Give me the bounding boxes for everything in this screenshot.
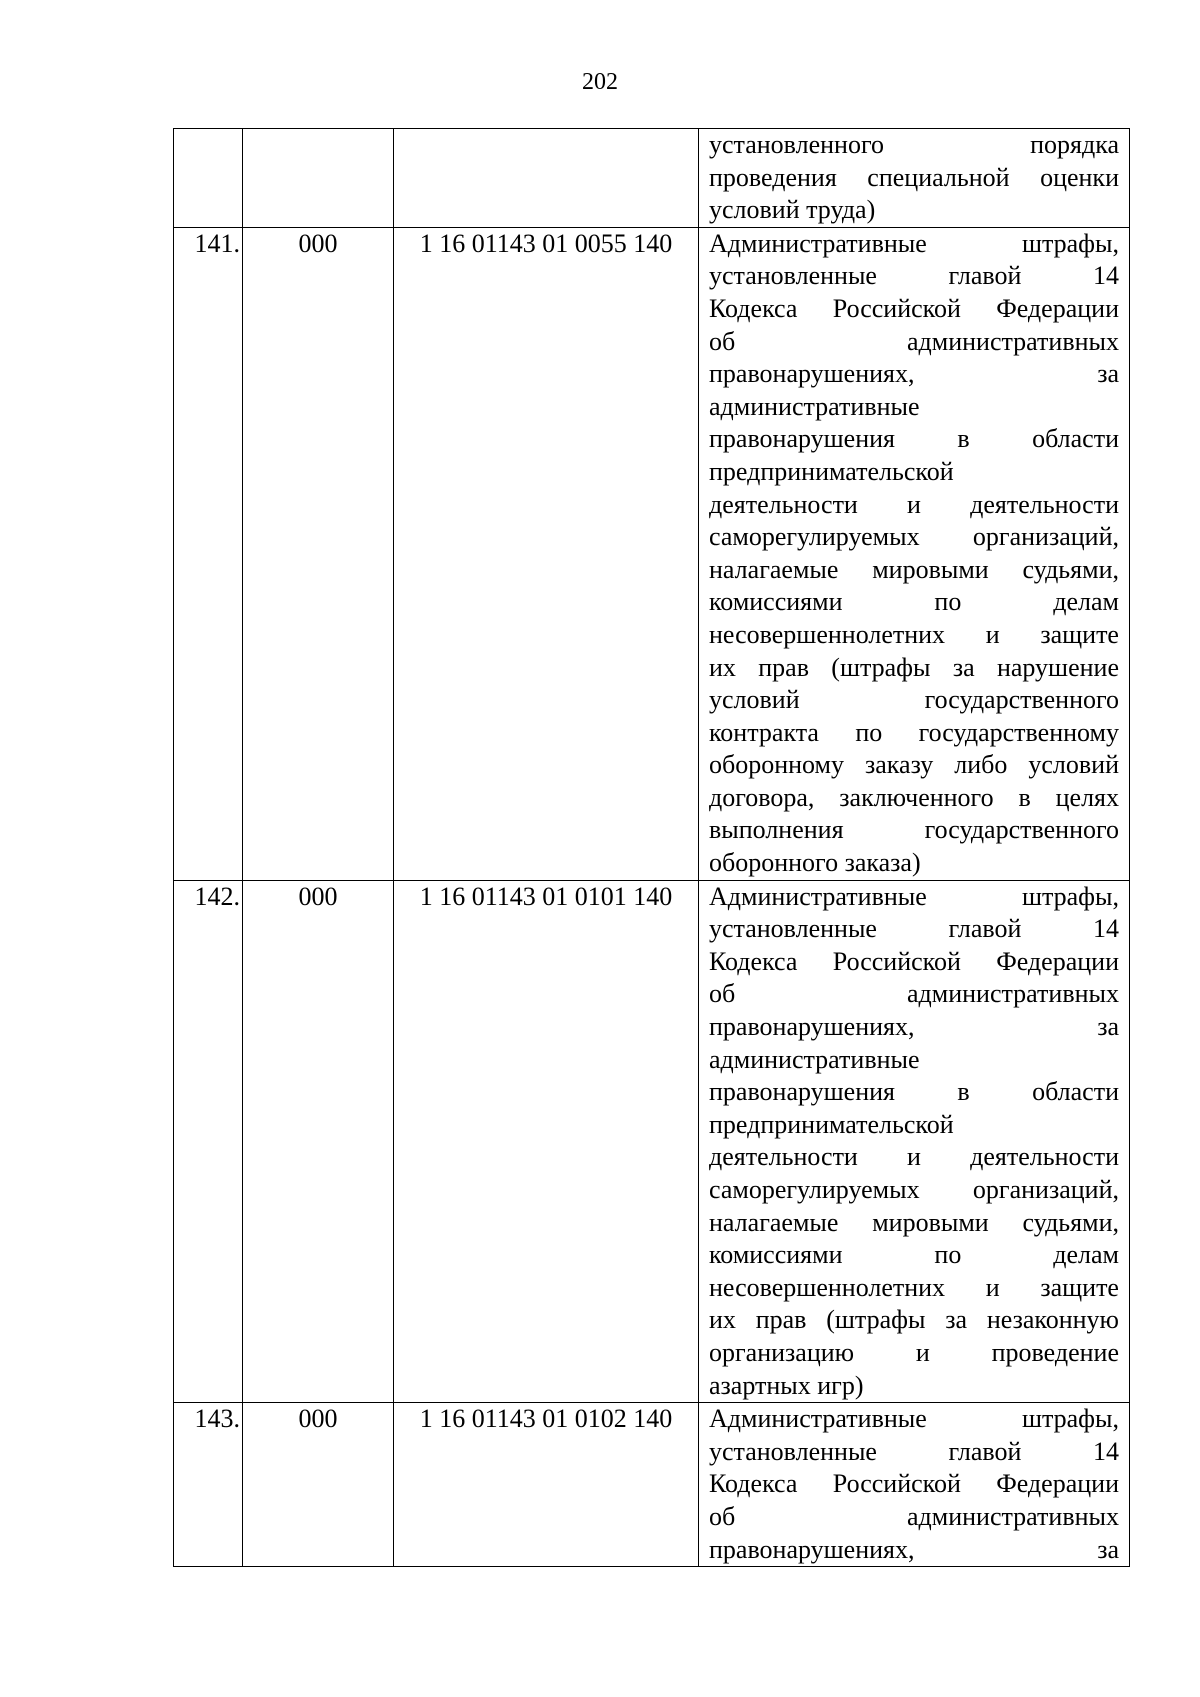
description-cell <box>699 880 1130 1403</box>
description-word: штрафы, <box>1021 228 1119 258</box>
description-word: комиссиями <box>709 587 843 617</box>
description-word: по <box>934 587 962 617</box>
description-line <box>709 391 1119 424</box>
description-line <box>709 1141 1119 1174</box>
budget-codes-table <box>173 128 1130 1567</box>
description-word: Федерации <box>996 293 1119 323</box>
description-line <box>709 260 1119 293</box>
admin-code-cell: 000 <box>243 880 394 1403</box>
description-word: Российской <box>832 1469 961 1499</box>
description-word: и <box>985 1272 1000 1302</box>
description-line <box>709 423 1119 456</box>
description-word: Административные <box>709 881 927 911</box>
description-line <box>709 684 1119 717</box>
description-word: в <box>957 1077 970 1107</box>
description-word: административных <box>907 1501 1119 1531</box>
description-line <box>709 1207 1119 1240</box>
description-line <box>709 162 1119 195</box>
description-word: саморегулируемых <box>709 522 920 552</box>
description-word: за <box>1097 1534 1119 1564</box>
description-word: и <box>985 619 1000 649</box>
description-line <box>709 194 1119 227</box>
description-line <box>709 1468 1119 1501</box>
description-word: за <box>1097 1012 1119 1042</box>
table-body <box>174 129 1130 1567</box>
description-cell <box>699 129 1130 228</box>
description-word: (штрафы <box>831 652 931 682</box>
description-line <box>709 1272 1119 1305</box>
description-word: проведения <box>709 162 837 192</box>
description-line <box>709 913 1119 946</box>
description-word: установленные <box>709 914 877 944</box>
description-word: государственного <box>924 815 1119 845</box>
description-word: делам <box>1053 1240 1119 1270</box>
description-word: и <box>915 1337 930 1367</box>
description-cell <box>699 1403 1130 1567</box>
admin-code-cell: 000 <box>243 1403 394 1567</box>
kbk-code-cell: 1 16 01143 01 0101 140 <box>394 880 699 1403</box>
description-word: по <box>934 1240 962 1270</box>
description-line <box>709 1436 1119 1469</box>
description-word: судьями, <box>1022 1207 1119 1237</box>
description-cell <box>699 227 1130 880</box>
description-word: Кодекса <box>709 1469 798 1499</box>
description-line <box>709 1501 1119 1534</box>
description-word: правонарушениях, <box>709 1534 915 1564</box>
description-word: установленные <box>709 261 877 291</box>
description-word: установленного <box>709 130 884 159</box>
description-word: за <box>945 1305 968 1335</box>
description-word: мировыми <box>872 554 989 584</box>
description-line <box>709 129 1119 162</box>
description-word: Кодекса <box>709 293 798 323</box>
description-line <box>709 881 1119 914</box>
description-word: правонарушениях, <box>709 1012 915 1042</box>
description-word: области <box>1032 1077 1119 1107</box>
admin-code-cell <box>243 129 394 228</box>
description-word: Федерации <box>996 1469 1119 1499</box>
description-line <box>709 1011 1119 1044</box>
description-word: по <box>855 717 883 747</box>
row-number-cell <box>174 129 243 228</box>
row-number-cell: 143. <box>174 1403 243 1567</box>
description-word: прав <box>755 1305 807 1335</box>
description-word: штрафы, <box>1021 881 1119 911</box>
row-number-cell: 141. <box>174 227 243 880</box>
description-line <box>709 847 1119 880</box>
description-line <box>709 1044 1119 1077</box>
description-word: незаконную <box>986 1305 1119 1335</box>
description-word: деятельности <box>709 489 858 519</box>
description-word: азартных игр) <box>709 1370 864 1400</box>
description-word: государственного <box>924 685 1119 715</box>
description-word: организаций, <box>972 522 1119 552</box>
description-word: 14 <box>1093 1436 1119 1466</box>
description-word: защите <box>1040 1272 1119 1302</box>
description-word: правонарушения <box>709 1077 896 1107</box>
description-line <box>709 946 1119 979</box>
description-word: заключенного <box>839 782 994 812</box>
description-word: административные <box>709 1044 920 1074</box>
description-line <box>709 782 1119 815</box>
description-word: Российской <box>832 293 961 323</box>
description-line <box>709 1370 1119 1403</box>
description-word: контракта <box>709 717 819 747</box>
description-word: саморегулируемых <box>709 1175 920 1204</box>
description-word: судьями, <box>1022 554 1119 584</box>
description-word: Административные <box>709 228 927 258</box>
kbk-code-cell <box>394 129 699 228</box>
description-line <box>709 619 1119 652</box>
description-word: условий <box>709 685 800 715</box>
description-word: налагаемые <box>709 554 839 584</box>
description-word: оценки <box>1040 162 1119 192</box>
description-word: либо <box>954 750 1008 780</box>
description-word: оборонному <box>709 750 845 780</box>
description-word: комиссиями <box>709 1240 843 1270</box>
description-line <box>709 1534 1119 1567</box>
description-word: делам <box>1053 587 1119 617</box>
description-word: условий труда) <box>709 195 876 225</box>
description-line <box>709 456 1119 489</box>
description-line <box>709 586 1119 619</box>
description-word: защите <box>1040 619 1119 649</box>
description-line <box>709 1076 1119 1109</box>
description-line <box>709 1109 1119 1142</box>
description-word: специальной <box>867 162 1010 192</box>
description-line <box>709 489 1119 522</box>
description-line <box>709 326 1119 359</box>
description-line <box>709 554 1119 587</box>
description-word: правонарушения <box>709 424 896 454</box>
description-line <box>709 717 1119 750</box>
description-word: порядка <box>1030 130 1119 159</box>
description-word: проведение <box>991 1337 1119 1367</box>
description-line <box>709 293 1119 326</box>
description-word: деятельности <box>970 1142 1119 1172</box>
description-word: их <box>709 1305 736 1335</box>
description-word: государственному <box>918 717 1119 747</box>
table-row <box>174 880 1130 1403</box>
description-word: нарушение <box>996 652 1119 682</box>
description-word: Российской <box>832 946 961 976</box>
description-word: Федерации <box>996 946 1119 976</box>
description-word: об <box>709 1501 736 1531</box>
description-word: главой <box>948 1436 1022 1466</box>
description-word: за <box>952 652 975 682</box>
description-word: установленные <box>709 1436 877 1466</box>
description-word: 14 <box>1093 914 1119 944</box>
description-word: предпринимательской <box>709 1109 954 1139</box>
description-line <box>709 1403 1119 1436</box>
description-line <box>709 1239 1119 1272</box>
description-word: налагаемые <box>709 1207 839 1237</box>
description-word: несовершеннолетних <box>709 619 946 649</box>
row-number-cell: 142. <box>174 880 243 1403</box>
description-word: договора, <box>709 782 815 812</box>
description-word: несовершеннолетних <box>709 1272 946 1302</box>
description-word: (штрафы <box>826 1305 926 1335</box>
description-word: их <box>709 652 736 682</box>
table-row <box>174 227 1130 880</box>
description-line <box>709 749 1119 782</box>
description-word: организацию <box>709 1337 855 1367</box>
description-line <box>709 1337 1119 1370</box>
description-word: за <box>1097 359 1119 389</box>
description-word: и <box>907 1142 921 1172</box>
description-word: Административные <box>709 1404 927 1434</box>
description-word: штрафы, <box>1021 1404 1119 1434</box>
description-line <box>709 358 1119 391</box>
table-row <box>174 1403 1130 1567</box>
description-word: деятельности <box>970 489 1119 519</box>
admin-code-cell: 000 <box>243 227 394 880</box>
description-word: области <box>1032 424 1119 454</box>
description-word: деятельности <box>709 1142 858 1172</box>
description-word: в <box>957 424 970 454</box>
description-word: правонарушениях, <box>709 359 915 389</box>
description-word: оборонного заказа) <box>709 848 921 878</box>
kbk-code-cell: 1 16 01143 01 0102 140 <box>394 1403 699 1567</box>
description-word: главой <box>948 261 1022 291</box>
description-line <box>709 978 1119 1011</box>
description-line <box>709 1304 1119 1337</box>
description-word: предпринимательской <box>709 456 954 486</box>
description-word: мировыми <box>872 1207 989 1237</box>
description-word: административных <box>907 326 1119 356</box>
kbk-code-cell: 1 16 01143 01 0055 140 <box>394 227 699 880</box>
description-line <box>709 521 1119 554</box>
description-word: условий <box>1028 750 1119 780</box>
description-word: об <box>709 326 736 356</box>
description-line <box>709 814 1119 847</box>
table-row <box>174 129 1130 228</box>
description-line <box>709 1174 1119 1207</box>
description-word: в <box>1018 782 1031 812</box>
description-word: 14 <box>1093 261 1119 291</box>
description-word: административных <box>907 979 1119 1009</box>
description-line <box>709 228 1119 261</box>
page-number: 202 <box>582 69 618 95</box>
description-word: прав <box>758 652 809 682</box>
description-word: главой <box>948 914 1022 944</box>
description-word: и <box>907 489 921 519</box>
description-word: заказу <box>864 750 934 780</box>
description-word: об <box>709 979 736 1009</box>
description-word: административные <box>709 391 920 421</box>
description-word: организаций, <box>972 1175 1119 1204</box>
description-word: выполнения <box>709 815 844 845</box>
description-word: Кодекса <box>709 946 798 976</box>
description-line <box>709 652 1119 685</box>
description-word: целях <box>1055 782 1119 812</box>
